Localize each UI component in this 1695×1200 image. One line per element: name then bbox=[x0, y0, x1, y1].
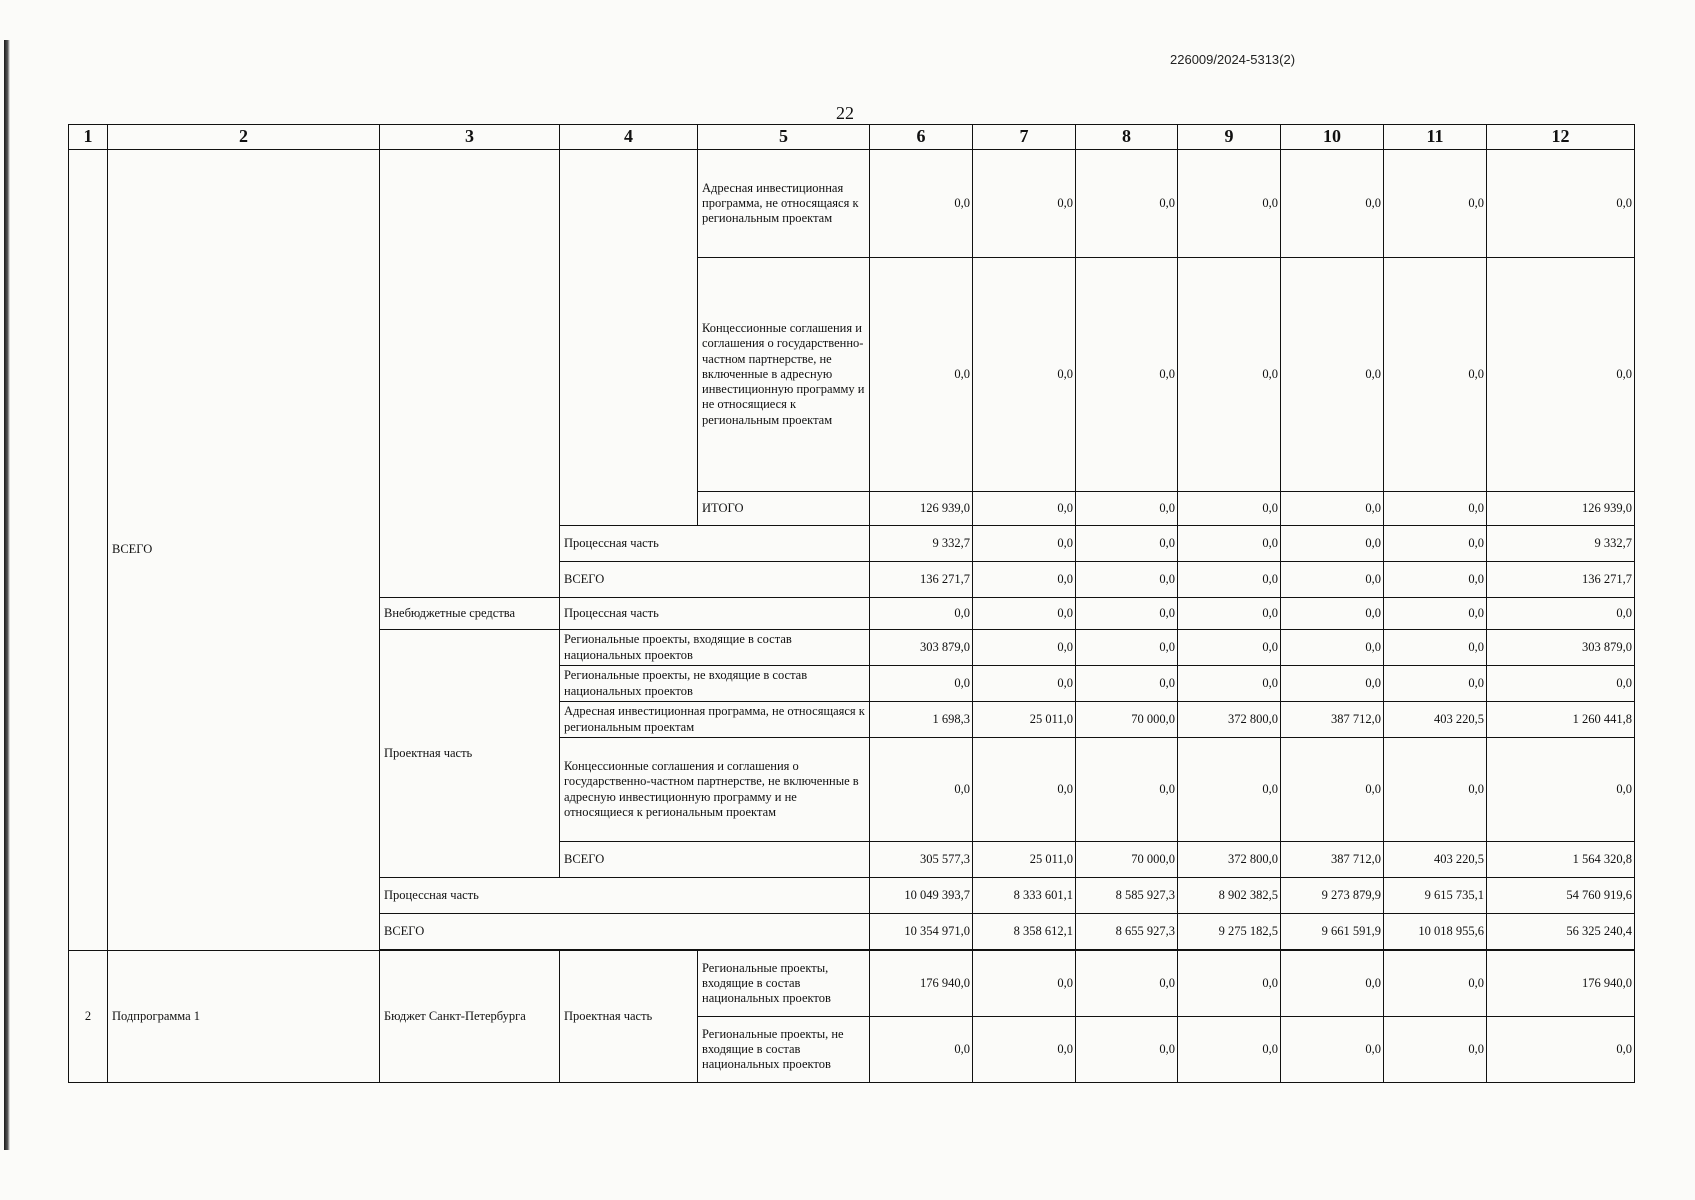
column-header: 9 bbox=[1178, 125, 1281, 150]
value-cell: 0,0 bbox=[1281, 666, 1384, 702]
process-part-label: Процессная часть bbox=[560, 598, 870, 630]
value-cell: 0,0 bbox=[1487, 738, 1635, 842]
activity-label: Региональные проекты, не входящие в состав национальных проектов bbox=[560, 666, 870, 702]
value-cell: 303 879,0 bbox=[1487, 630, 1635, 666]
value-cell: 0,0 bbox=[1076, 598, 1178, 630]
source-label: Бюджет Санкт-Петербурга bbox=[380, 951, 560, 1083]
value-cell: 0,0 bbox=[1076, 666, 1178, 702]
value-cell: 0,0 bbox=[1076, 738, 1178, 842]
value-cell: 0,0 bbox=[1384, 150, 1487, 258]
value-cell: 0,0 bbox=[1178, 258, 1281, 492]
value-cell: 0,0 bbox=[1178, 738, 1281, 842]
value-cell: 0,0 bbox=[1178, 562, 1281, 598]
value-cell: 0,0 bbox=[1281, 598, 1384, 630]
value-cell: 0,0 bbox=[973, 738, 1076, 842]
value-cell: 70 000,0 bbox=[1076, 702, 1178, 738]
value-cell: 0,0 bbox=[1281, 1017, 1384, 1083]
column-header: 3 bbox=[380, 125, 560, 150]
table-row bbox=[69, 951, 1635, 1017]
value-cell: 9 332,7 bbox=[870, 526, 973, 562]
value-cell: 0,0 bbox=[973, 630, 1076, 666]
activity-label: Концессионные соглашения и соглашения о государственно-частном партнерстве, не включенные в адресную инвестиционную программу и не относящиеся к региональным проектам bbox=[698, 258, 870, 492]
value-cell: 9 661 591,9 bbox=[1281, 914, 1384, 950]
value-cell: 1 260 441,8 bbox=[1487, 702, 1635, 738]
value-cell: 387 712,0 bbox=[1281, 702, 1384, 738]
activity-label: Региональные проекты, входящие в состав национальных проектов bbox=[560, 630, 870, 666]
value-cell: 0,0 bbox=[1178, 630, 1281, 666]
value-cell: 372 800,0 bbox=[1178, 702, 1281, 738]
value-cell: 176 940,0 bbox=[870, 951, 973, 1017]
column-header: 2 bbox=[108, 125, 380, 150]
process-part-label: Процессная часть bbox=[560, 526, 870, 562]
value-cell: 0,0 bbox=[1178, 526, 1281, 562]
value-cell: 0,0 bbox=[1076, 630, 1178, 666]
column-header: 11 bbox=[1384, 125, 1487, 150]
value-cell: 10 049 393,7 bbox=[870, 878, 973, 914]
value-cell: 0,0 bbox=[1076, 562, 1178, 598]
vsego-label: ВСЕГО bbox=[380, 914, 870, 950]
value-cell: 0,0 bbox=[1384, 258, 1487, 492]
value-cell: 0,0 bbox=[973, 150, 1076, 258]
value-cell: 0,0 bbox=[1487, 666, 1635, 702]
value-cell: 0,0 bbox=[1076, 951, 1178, 1017]
source-label: Внебюджетные средства bbox=[380, 598, 560, 630]
value-cell: 403 220,5 bbox=[1384, 842, 1487, 878]
table-row bbox=[69, 150, 1635, 258]
value-cell: 387 712,0 bbox=[1281, 842, 1384, 878]
value-cell: 0,0 bbox=[1487, 1017, 1635, 1083]
value-cell: 0,0 bbox=[1384, 666, 1487, 702]
value-cell: 0,0 bbox=[870, 666, 973, 702]
column-number-row bbox=[69, 125, 1635, 150]
value-cell: 0,0 bbox=[1178, 951, 1281, 1017]
value-cell: 0,0 bbox=[1281, 492, 1384, 526]
value-cell: 0,0 bbox=[1384, 492, 1487, 526]
row-number-cell bbox=[69, 150, 108, 951]
value-cell: 0,0 bbox=[1076, 150, 1178, 258]
part-cell bbox=[560, 150, 698, 526]
vsego-label: ВСЕГО bbox=[560, 562, 870, 598]
value-cell: 0,0 bbox=[1076, 258, 1178, 492]
value-cell: 0,0 bbox=[973, 526, 1076, 562]
value-cell: 54 760 919,6 bbox=[1487, 878, 1635, 914]
value-cell: 305 577,3 bbox=[870, 842, 973, 878]
value-cell: 9 615 735,1 bbox=[1384, 878, 1487, 914]
value-cell: 136 271,7 bbox=[1487, 562, 1635, 598]
value-cell: 0,0 bbox=[1281, 951, 1384, 1017]
value-cell: 136 271,7 bbox=[870, 562, 973, 598]
column-header: 10 bbox=[1281, 125, 1384, 150]
value-cell: 8 585 927,3 bbox=[1076, 878, 1178, 914]
value-cell: 0,0 bbox=[1281, 150, 1384, 258]
value-cell: 0,0 bbox=[1384, 562, 1487, 598]
value-cell: 8 655 927,3 bbox=[1076, 914, 1178, 950]
value-cell: 0,0 bbox=[1281, 630, 1384, 666]
value-cell: 303 879,0 bbox=[870, 630, 973, 666]
column-header: 1 bbox=[69, 125, 108, 150]
value-cell: 0,0 bbox=[870, 738, 973, 842]
value-cell: 0,0 bbox=[973, 492, 1076, 526]
value-cell: 0,0 bbox=[1178, 1017, 1281, 1083]
value-cell: 70 000,0 bbox=[1076, 842, 1178, 878]
value-cell: 9 273 879,9 bbox=[1281, 878, 1384, 914]
value-cell: 0,0 bbox=[870, 258, 973, 492]
column-header: 12 bbox=[1487, 125, 1635, 150]
page-number: 22 bbox=[836, 103, 854, 123]
scan-edge bbox=[4, 40, 10, 1150]
value-cell: 0,0 bbox=[973, 598, 1076, 630]
program-name-cell: ВСЕГО bbox=[108, 150, 380, 951]
value-cell: 176 940,0 bbox=[1487, 951, 1635, 1017]
column-header: 6 bbox=[870, 125, 973, 150]
value-cell: 126 939,0 bbox=[870, 492, 973, 526]
value-cell: 0,0 bbox=[1076, 1017, 1178, 1083]
value-cell: 0,0 bbox=[1384, 598, 1487, 630]
value-cell: 0,0 bbox=[1384, 630, 1487, 666]
value-cell: 0,0 bbox=[1076, 492, 1178, 526]
activity-label: Адресная инвестиционная программа, не относящаяся к региональным проектам bbox=[698, 150, 870, 258]
budget-table bbox=[68, 124, 1635, 1083]
column-header: 4 bbox=[560, 125, 698, 150]
value-cell: 8 333 601,1 bbox=[973, 878, 1076, 914]
subprogram-name: Подпрограмма 1 bbox=[108, 951, 380, 1083]
project-part-label: Проектная часть bbox=[380, 630, 560, 878]
value-cell: 0,0 bbox=[973, 1017, 1076, 1083]
value-cell: 372 800,0 bbox=[1178, 842, 1281, 878]
value-cell: 25 011,0 bbox=[973, 842, 1076, 878]
value-cell: 0,0 bbox=[1178, 492, 1281, 526]
value-cell: 0,0 bbox=[870, 598, 973, 630]
value-cell: 0,0 bbox=[1384, 951, 1487, 1017]
value-cell: 0,0 bbox=[1281, 526, 1384, 562]
process-part-label: Процессная часть bbox=[380, 878, 870, 914]
column-header: 7 bbox=[973, 125, 1076, 150]
activity-label: Региональные проекты, не входящие в состав национальных проектов bbox=[698, 1017, 870, 1083]
value-cell: 9 275 182,5 bbox=[1178, 914, 1281, 950]
value-cell: 1 698,3 bbox=[870, 702, 973, 738]
vsego-label: ВСЕГО bbox=[560, 842, 870, 878]
value-cell: 0,0 bbox=[973, 666, 1076, 702]
itogo-label: ИТОГО bbox=[698, 492, 870, 526]
value-cell: 0,0 bbox=[1178, 666, 1281, 702]
value-cell: 0,0 bbox=[1178, 598, 1281, 630]
value-cell: 0,0 bbox=[1384, 1017, 1487, 1083]
value-cell: 8 358 612,1 bbox=[973, 914, 1076, 950]
value-cell: 0,0 bbox=[870, 150, 973, 258]
value-cell: 403 220,5 bbox=[1384, 702, 1487, 738]
value-cell: 25 011,0 bbox=[973, 702, 1076, 738]
activity-label: Региональные проекты, входящие в состав национальных проектов bbox=[698, 951, 870, 1017]
value-cell: 0,0 bbox=[973, 951, 1076, 1017]
value-cell: 0,0 bbox=[1487, 150, 1635, 258]
project-part-label: Проектная часть bbox=[560, 951, 698, 1083]
value-cell: 8 902 382,5 bbox=[1178, 878, 1281, 914]
value-cell: 0,0 bbox=[1281, 738, 1384, 842]
activity-label: Концессионные соглашения и соглашения о государственно-частном партнерстве, не включенные в адресную инвестиционную программу и не относящиеся к региональным проектам bbox=[560, 738, 870, 842]
registration-number: 226009/2024-5313(2) bbox=[1170, 52, 1296, 67]
column-header: 5 bbox=[698, 125, 870, 150]
value-cell: 0,0 bbox=[1281, 562, 1384, 598]
activity-label: Адресная инвестиционная программа, не относящаяся к региональным проектам bbox=[560, 702, 870, 738]
value-cell: 1 564 320,8 bbox=[1487, 842, 1635, 878]
value-cell: 0,0 bbox=[973, 258, 1076, 492]
column-header: 8 bbox=[1076, 125, 1178, 150]
value-cell: 56 325 240,4 bbox=[1487, 914, 1635, 950]
value-cell: 0,0 bbox=[1281, 258, 1384, 492]
value-cell: 0,0 bbox=[870, 1017, 973, 1083]
value-cell: 0,0 bbox=[973, 562, 1076, 598]
value-cell: 0,0 bbox=[1384, 526, 1487, 562]
value-cell: 10 354 971,0 bbox=[870, 914, 973, 950]
value-cell: 10 018 955,6 bbox=[1384, 914, 1487, 950]
value-cell: 126 939,0 bbox=[1487, 492, 1635, 526]
value-cell: 0,0 bbox=[1076, 526, 1178, 562]
row-number-cell: 2 bbox=[69, 951, 108, 1083]
value-cell: 0,0 bbox=[1384, 738, 1487, 842]
value-cell: 9 332,7 bbox=[1487, 526, 1635, 562]
value-cell: 0,0 bbox=[1487, 598, 1635, 630]
value-cell: 0,0 bbox=[1178, 150, 1281, 258]
value-cell: 0,0 bbox=[1487, 258, 1635, 492]
source-cell bbox=[380, 150, 560, 598]
